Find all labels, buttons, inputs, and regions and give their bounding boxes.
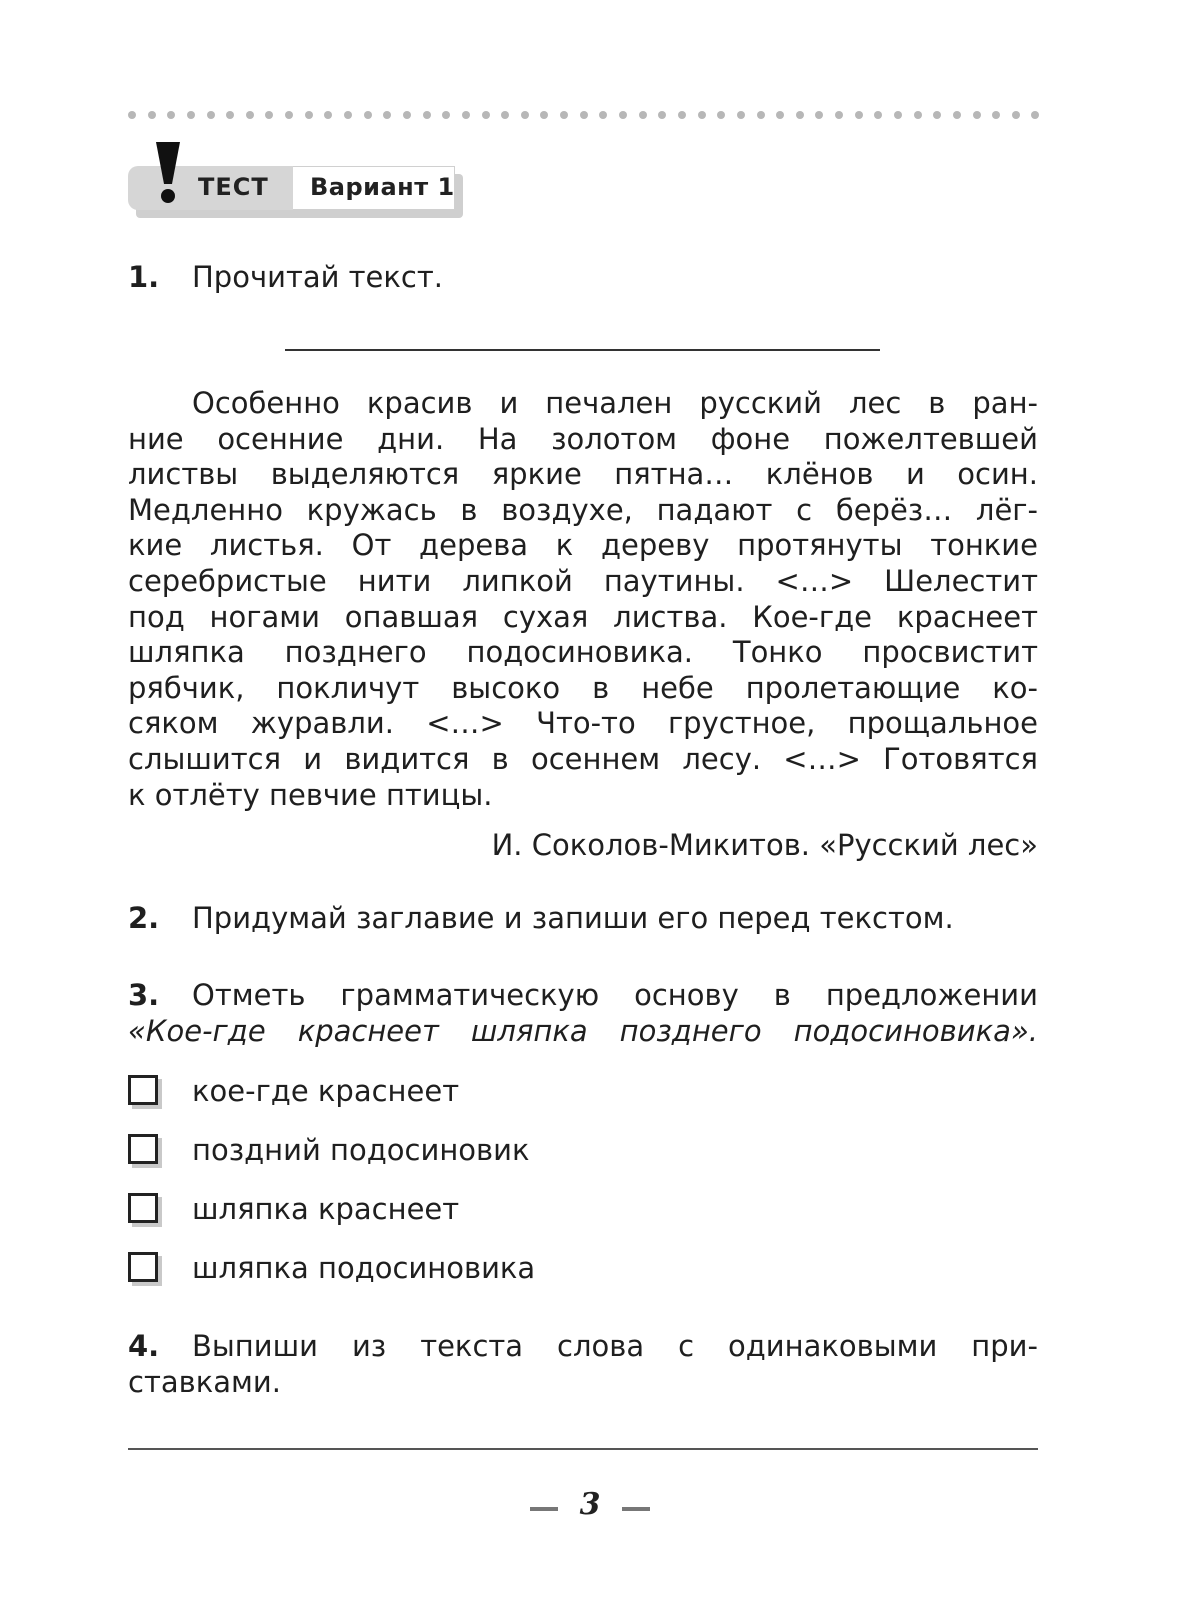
- page-footer: [0, 1487, 1200, 1527]
- dot: [599, 111, 607, 119]
- answer-option-label: шляпка краснеет: [192, 1192, 460, 1226]
- story-line: слышится и видится в осеннем лесу. <…> Готовятся: [128, 741, 1038, 776]
- dot: [246, 111, 254, 119]
- dot: [501, 111, 509, 119]
- dot: [1012, 111, 1020, 119]
- dot: [992, 111, 1000, 119]
- title-write-line[interactable]: [285, 349, 880, 351]
- story-line: сяком журавли. <…> Что-то грустное, прощальное: [128, 706, 1038, 741]
- dot: [207, 111, 215, 119]
- dot: [973, 111, 981, 119]
- question-3-line: [128, 977, 1038, 1013]
- answer-option-label: поздний подосиновик: [192, 1133, 530, 1167]
- dot: [226, 111, 234, 119]
- question-1-text: Прочитай текст.: [192, 260, 443, 294]
- dot: [560, 111, 568, 119]
- story-text: [128, 386, 1038, 813]
- story-line: под ногами опавшая сухая листва. Кое-где краснеет: [128, 599, 1038, 634]
- dot: [580, 111, 588, 119]
- footer-dash-right: [622, 1507, 650, 1511]
- page-number: 3: [579, 1487, 601, 1522]
- bottom-rule: [128, 1448, 1038, 1450]
- dotted-rule: [128, 111, 1040, 121]
- dot: [796, 111, 804, 119]
- dot: [285, 111, 293, 119]
- question-4-line: [128, 1328, 1038, 1364]
- question-1-number: 1.: [128, 260, 160, 294]
- question-4-text: Выпиши из текста слова с одинаковыми при-: [192, 1329, 1038, 1363]
- question-4: [128, 1328, 1038, 1400]
- story-line: к отлёту певчие птицы.: [128, 777, 493, 812]
- story-author: И. Соколов-Микитов. «Русский лес»: [491, 828, 1038, 862]
- story-line: листвы выделяются яркие пятна… клёнов и осин.: [128, 457, 1038, 492]
- story-line: серебристые нити липкой паутины. <…> Шелестит: [128, 563, 1038, 598]
- dot: [835, 111, 843, 119]
- badge-variant-label: Вариант 1: [310, 173, 455, 201]
- dot: [619, 111, 627, 119]
- dot: [717, 111, 725, 119]
- dot: [953, 111, 961, 119]
- dot: [128, 111, 136, 119]
- dot: [914, 111, 922, 119]
- dot: [698, 111, 706, 119]
- dot: [658, 111, 666, 119]
- dot: [383, 111, 391, 119]
- dot: [855, 111, 863, 119]
- question-3-quote: «Кое-где краснеет шляпка позднего подосиновика».: [128, 1014, 1038, 1048]
- dot: [933, 111, 941, 119]
- dot: [894, 111, 902, 119]
- dot: [187, 111, 195, 119]
- question-2: [128, 900, 954, 936]
- question-2-text: Придумай заглавие и запиши его перед текстом.: [192, 901, 954, 935]
- dot: [1031, 111, 1039, 119]
- dot: [324, 111, 332, 119]
- question-2-number: 2.: [128, 901, 160, 935]
- question-4-number: 4.: [128, 1329, 160, 1363]
- dot: [265, 111, 273, 119]
- dot: [521, 111, 529, 119]
- dot: [678, 111, 686, 119]
- footer-dash-left: [530, 1507, 558, 1511]
- answer-checkbox[interactable]: [128, 1134, 158, 1164]
- dot: [462, 111, 470, 119]
- dot: [364, 111, 372, 119]
- question-3-text: Отметь грамматическую основу в предложении: [192, 978, 1038, 1012]
- dot: [815, 111, 823, 119]
- answer-checkbox[interactable]: [128, 1075, 158, 1105]
- dot: [305, 111, 313, 119]
- answer-option-label: кое-где краснеет: [192, 1074, 460, 1108]
- question-3: [128, 977, 1038, 1049]
- dot: [403, 111, 411, 119]
- dot: [344, 111, 352, 119]
- dot: [639, 111, 647, 119]
- answer-checkbox[interactable]: [128, 1252, 158, 1282]
- story-line: рябчик, покличут высоко в небе пролетающие ко-: [128, 670, 1038, 705]
- dot: [148, 111, 156, 119]
- story-line: ние осенние дни. На золотом фоне пожелтевшей: [128, 421, 1038, 456]
- answer-option-label: шляпка подосиновика: [192, 1251, 536, 1285]
- story-line: Особенно красив и печален русский лес в ран-: [192, 386, 1038, 420]
- story-line: кие листья. От дерева к дереву протянуты тонкие: [128, 528, 1038, 563]
- dot: [167, 111, 175, 119]
- dot: [540, 111, 548, 119]
- story-line: Медленно кружась в воздухе, падают с берёз… лёг-: [128, 492, 1038, 527]
- dot: [423, 111, 431, 119]
- answer-checkbox[interactable]: [128, 1193, 158, 1223]
- dot: [737, 111, 745, 119]
- question-3-number: 3.: [128, 978, 160, 1012]
- dot: [874, 111, 882, 119]
- dot: [776, 111, 784, 119]
- dot: [482, 111, 490, 119]
- dot: [757, 111, 765, 119]
- story-line: шляпка позднего подосиновика. Тонко просвистит: [128, 635, 1038, 670]
- badge-test-label: ТЕСТ: [198, 173, 269, 201]
- question-1: [128, 259, 443, 295]
- question-4-line-2: ставками.: [128, 1365, 281, 1399]
- exclamation-icon: [150, 140, 186, 206]
- dot: [442, 111, 450, 119]
